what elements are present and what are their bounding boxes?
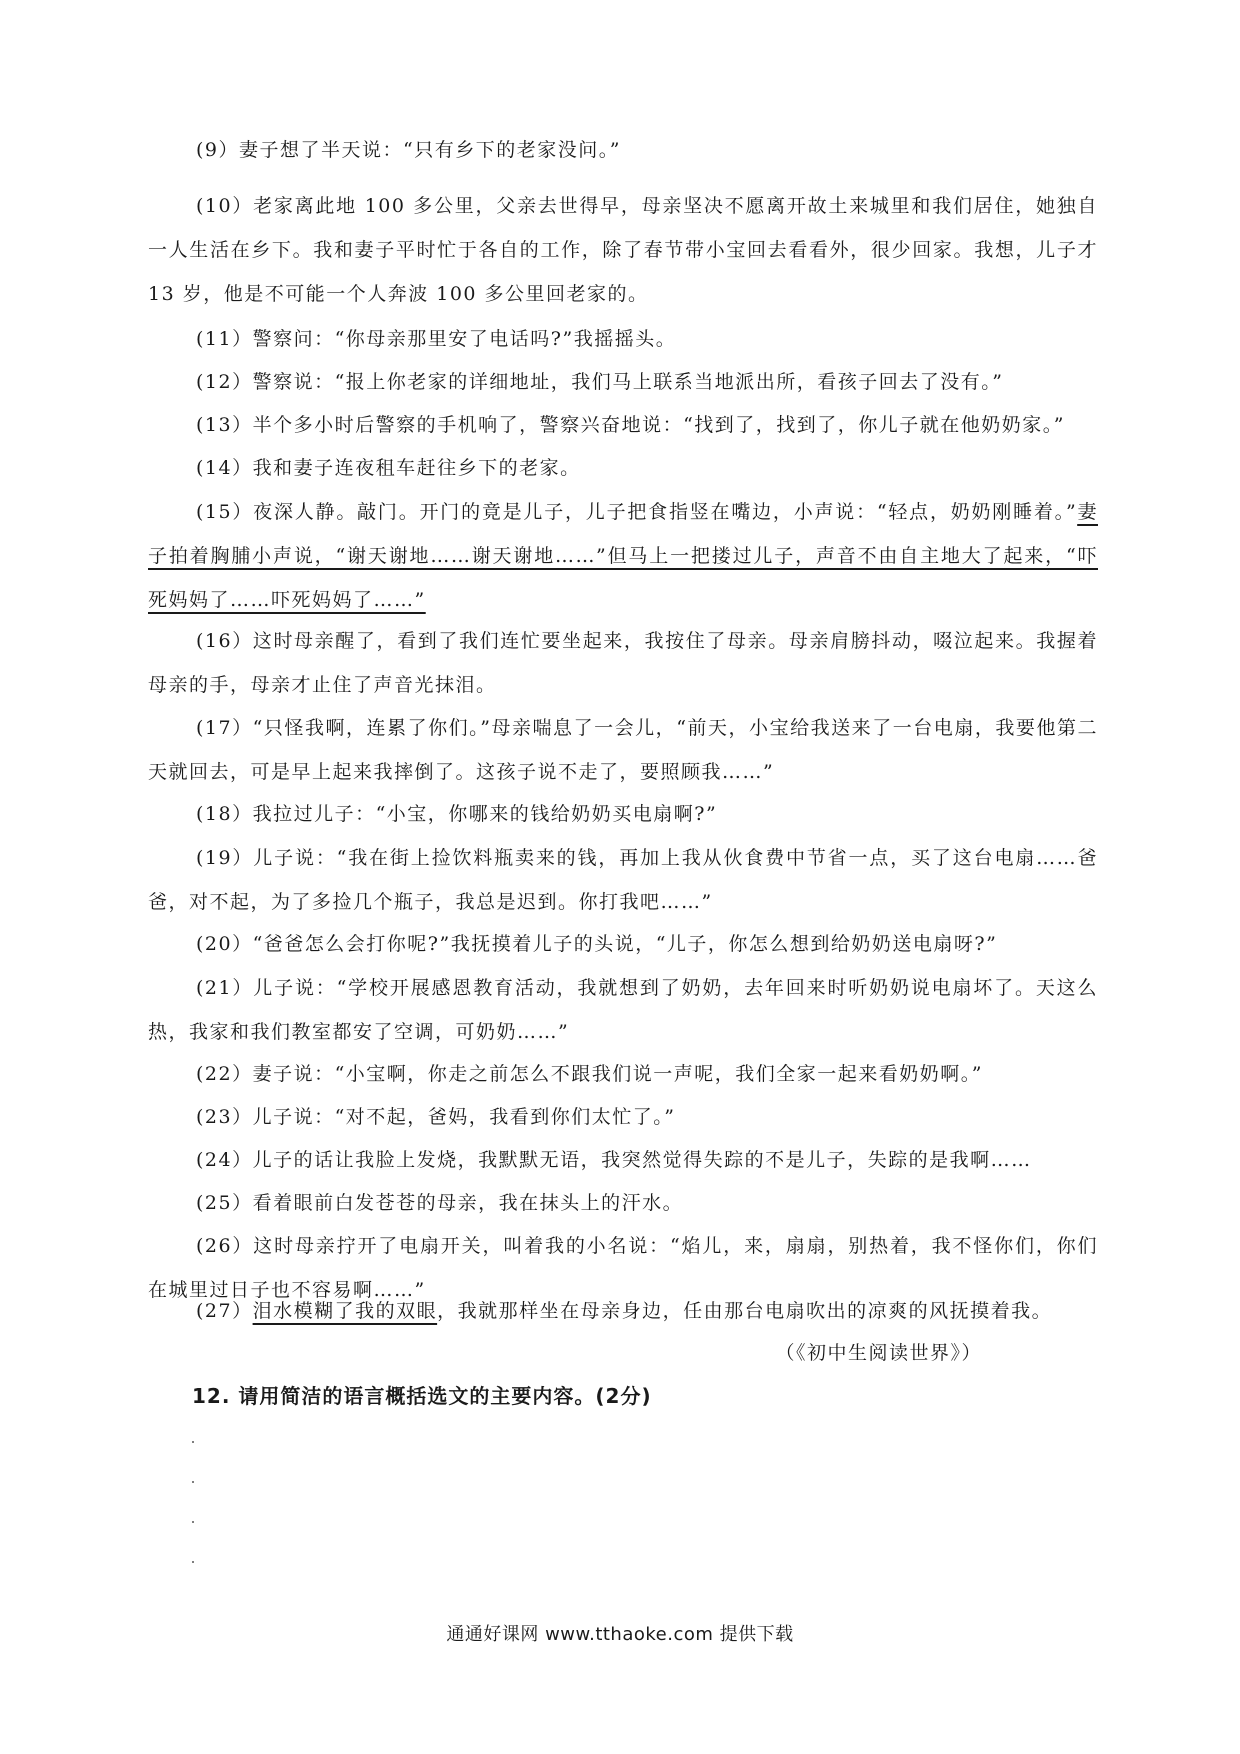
- paragraph-22-text: (22）妻子说：“小宝啊，你走之前怎么不跟我们说一声呢，我们全家一起来看奶奶啊。”: [196, 1063, 984, 1085]
- paragraph-15: [148, 490, 1098, 622]
- paragraph-21-text: (21）儿子说：“学校开展感恩教育活动，我就想到了奶奶，去年回来时听奶奶说电扇坏了。天这么热，我家和我们教室都安了空调，可奶奶……”: [148, 977, 1098, 1043]
- paragraph-15-text: (15）夜深人静。敲门。开门的竟是儿子，儿子把食指竖在嘴边，小声说：“轻点，奶奶刚睡着。”: [196, 501, 1078, 523]
- paragraph-16: [148, 619, 1098, 707]
- paragraph-27-number: (27）: [196, 1300, 253, 1322]
- paragraph-21: [148, 966, 1098, 1054]
- question-12: 12. 请用简洁的语言概括选文的主要内容。(2分): [192, 1384, 652, 1408]
- paragraph-24-text: (24）儿子的话让我脸上发烧，我默默无语，我突然觉得失踪的不是儿子，失踪的是我啊……: [196, 1149, 1032, 1171]
- paragraph-11-text: (11）警察问：“你母亲那里安了电话吗?”我摇摇头。: [196, 328, 677, 350]
- paragraph-9: [148, 128, 1098, 172]
- paragraph-23: [148, 1095, 1098, 1139]
- paragraph-12-text: (12）警察说：“报上你老家的详细地址，我们马上联系当地派出所，看孩子回去了没有。”: [196, 371, 1004, 393]
- paragraph-17: [148, 706, 1098, 794]
- paragraph-10: [148, 184, 1098, 316]
- answer-line-dot: [192, 1521, 194, 1523]
- paragraph-11: [148, 317, 1098, 361]
- paragraph-19: [148, 836, 1098, 924]
- paragraph-14: [148, 446, 1098, 490]
- paragraph-27: [148, 1289, 1098, 1333]
- footer-download-note: 通通好课网 www.tthaoke.com 提供下载: [446, 1624, 794, 1645]
- paragraph-19-text: (19）儿子说：“我在街上捡饮料瓶卖来的钱，再加上我从伙食费中节省一点，买了这台电扇……爸爸，对不起，为了多捡几个瓶子，我总是迟到。你打我吧……”: [148, 847, 1098, 913]
- paragraph-24: [148, 1138, 1098, 1182]
- answer-line-dot: [192, 1481, 194, 1483]
- paragraph-13-text: (13）半个多小时后警察的手机响了，警察兴奋地说：“找到了，找到了，你儿子就在他奶奶家。”: [196, 414, 1066, 436]
- paragraph-17-text: (17）“只怪我啊，连累了你们。”母亲喘息了一会儿，“前天，小宝给我送来了一台电扇，我要他第二天就回去，可是早上起来我摔倒了。这孩子说不走了，要照顾我……”: [148, 717, 1098, 783]
- paragraph-12: [148, 360, 1098, 404]
- paragraph-23-text: (23）儿子说：“对不起，爸妈，我看到你们太忙了。”: [196, 1106, 676, 1128]
- paragraph-18-text: (18）我拉过儿子：“小宝，你哪来的钱给奶奶买电扇啊?”: [196, 803, 718, 825]
- paragraph-18: [148, 792, 1098, 836]
- paragraph-25: [148, 1181, 1098, 1225]
- paragraph-26-text: (26）这时母亲拧开了电扇开关，叫着我的小名说：“焰儿，来，扇扇，别热着，我不怪你们，你们在城里过日子也不容易啊……”: [148, 1235, 1098, 1301]
- paragraph-10-text: (10）老家离此地 100 多公里，父亲去世得早，母亲坚决不愿离开故土来城里和我们居住，她独自一人生活在乡下。我和妻子平时忙于各自的工作，除了春节带小宝回去看看外，很少回家。我想，儿子才 13 岁，他是不可能一个人奔波 100 多公里回老家的。: [148, 195, 1098, 305]
- source-citation: （《初中生阅读世界》）: [775, 1342, 982, 1364]
- paragraph-16-text: (16）这时母亲醒了，看到了我们连忙要坐起来，我按住了母亲。母亲肩膀抖动，啜泣起来。我握着母亲的手，母亲才止住了声音光抹泪。: [148, 630, 1098, 696]
- paragraph-25-text: (25）看着眼前白发苍苍的母亲，我在抹头上的汗水。: [196, 1192, 684, 1214]
- answer-line-dot: [192, 1441, 194, 1443]
- paragraph-22: [148, 1052, 1098, 1096]
- paragraph-27-underlined: 泪水模糊了我的双眼: [252, 1300, 438, 1322]
- paragraph-20-text: (20）“爸爸怎么会打你呢?”我抚摸着儿子的头说，“儿子，你怎么想到给奶奶送电扇呀?”: [196, 933, 998, 955]
- paragraph-27-text: ，我就那样坐在母亲身边，任由那台电扇吹出的凉爽的风抚摸着我。: [437, 1300, 1053, 1322]
- answer-line-dot: [192, 1561, 194, 1563]
- paragraph-9-text: (9）妻子想了半天说：“只有乡下的老家没问。”: [196, 139, 621, 161]
- paragraph-20: [148, 922, 1098, 966]
- paragraph-13: [148, 403, 1098, 447]
- paragraph-14-text: (14）我和妻子连夜租车赶往乡下的老家。: [196, 457, 581, 479]
- paragraph-15-underlined: 妻子拍着胸脯小声说，“谢天谢地……谢天谢地……”但马上一把搂过儿子，声音不由自主地大了起来，“吓死妈妈了……吓死妈妈了……”: [148, 501, 1098, 611]
